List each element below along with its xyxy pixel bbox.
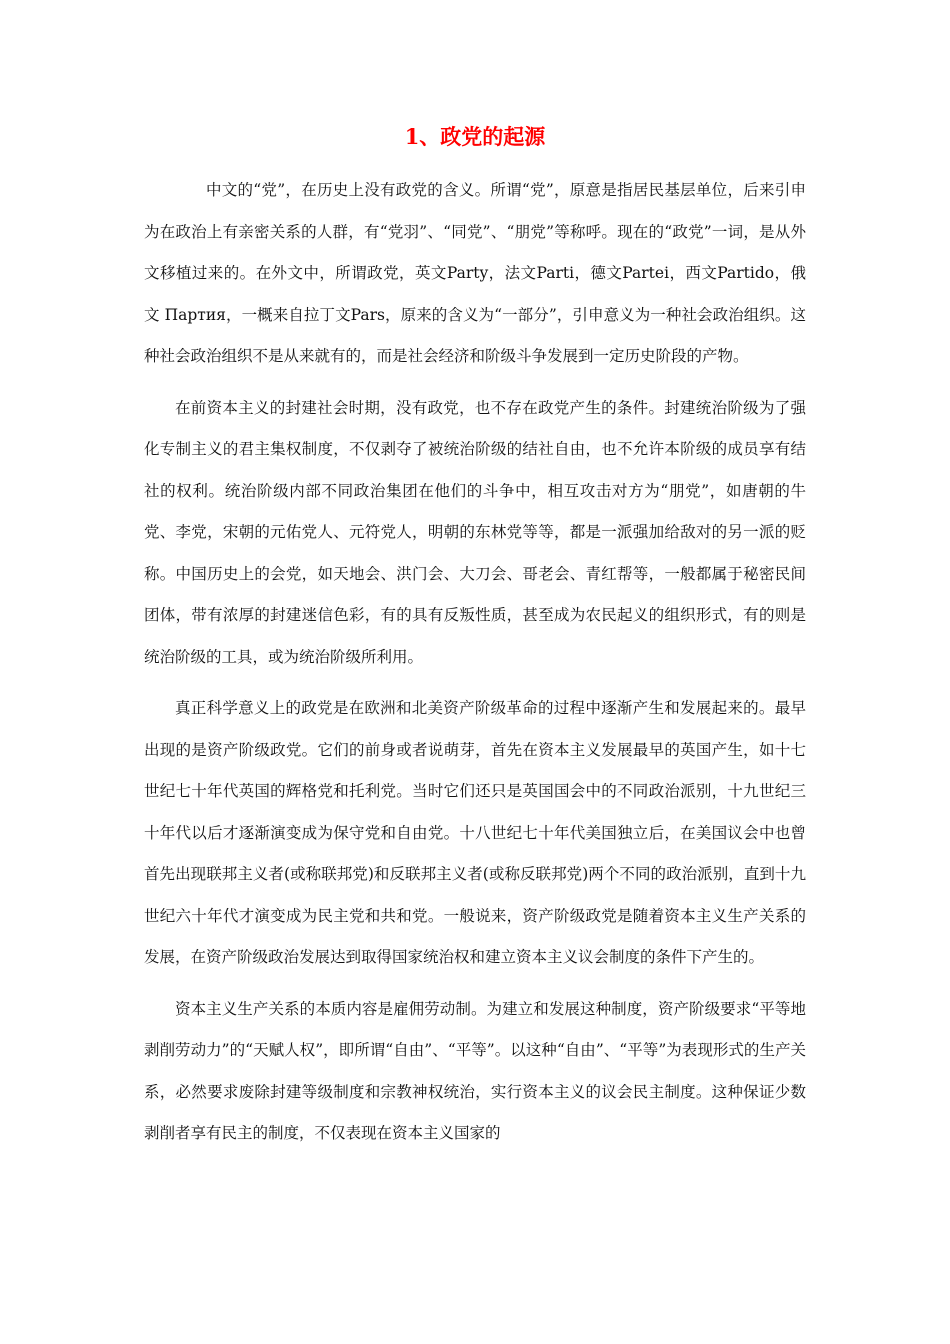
document-body	[144, 170, 806, 1165]
paragraph-2: 在前资本主义的封建社会时期，没有政党，也不存在政党产生的条件。封建统治阶级为了强化专制主义的君主集权制度，不仅剥夺了被统治阶级的结社自由，也不允许本阶级的成员享有结社的权利。统治阶级内部不同政治集团在他们的斗争中，相互攻击对方为“朋党”，如唐朝的牛党、李党，宋朝的元佑党人、元符党人，明朝的东林党等等，都是一派强加给敌对的另一派的贬称。中国历史上的会党，如天地会、洪门会、大刀会、哥老会、青红帮等，一般都属于秘密民间团体，带有浓厚的封建迷信色彩，有的具有反叛性质，甚至成为农民起义的组织形式，有的则是统治阶级的工具，或为统治阶级所利用。	[144, 398, 806, 666]
paragraph-3: 真正科学意义上的政党是在欧洲和北美资产阶级革命的过程中逐渐产生和发展起来的。最早出现的是资产阶级政党。它们的前身或者说萌芽，首先在资本主义发展最早的英国产生，如十七世纪七十年代英国的辉格党和托利党。当时它们还只是英国国会中的不同政治派别，十九世纪三十年代以后才逐渐演变成为保守党和自由党。十八世纪七十年代美国独立后，在美国议会中也曾首先出现联邦主义者(或称联邦党)和反联邦主义者(或称反联邦党)两个不同的政治派别，直到十九世纪六十年代才演变成为民主党和共和党。一般说来，资产阶级政党是随着资本主义生产关系的发展，在资产阶级政治发展达到取得国家统治权和建立资本主义议会制度的条件下产生的。	[144, 699, 806, 966]
paragraph-4: 资本主义生产关系的本质内容是雇佣劳动制。为建立和发展这种制度，资产阶级要求“平等地剥削劳动力”的“天赋人权”，即所谓“自由”、“平等”。以这种“自由”、“平等”为表现形式的生产关系，必然要求废除封建等级制度和宗教神权统治，实行资本主义的议会民主制度。这种保证少数剥削者享有民主的制度，不仅表现在资本主义国家的	[144, 999, 806, 1142]
document-title: 1、政党的起源	[404, 124, 546, 149]
paragraph-1: 中文的“党”，在历史上没有政党的含义。所谓“党”，原意是指居民基层单位，后来引申为在政治上有亲密关系的人群，有“党羽”、“同党”、“朋党”等称呼。现在的“政党”一词，是从外文移植过来的。在外文中，所谓政党，英文Party，法文Parti，德文Partei，西文Partido，俄文 Партия，一概来自拉丁文Pars，原来的含义为“一部分”，引申意义为一种社会政治组织。这种社会政治组织不是从来就有的，而是社会经济和阶级斗争发展到一定历史阶段的产物。	[144, 181, 806, 365]
